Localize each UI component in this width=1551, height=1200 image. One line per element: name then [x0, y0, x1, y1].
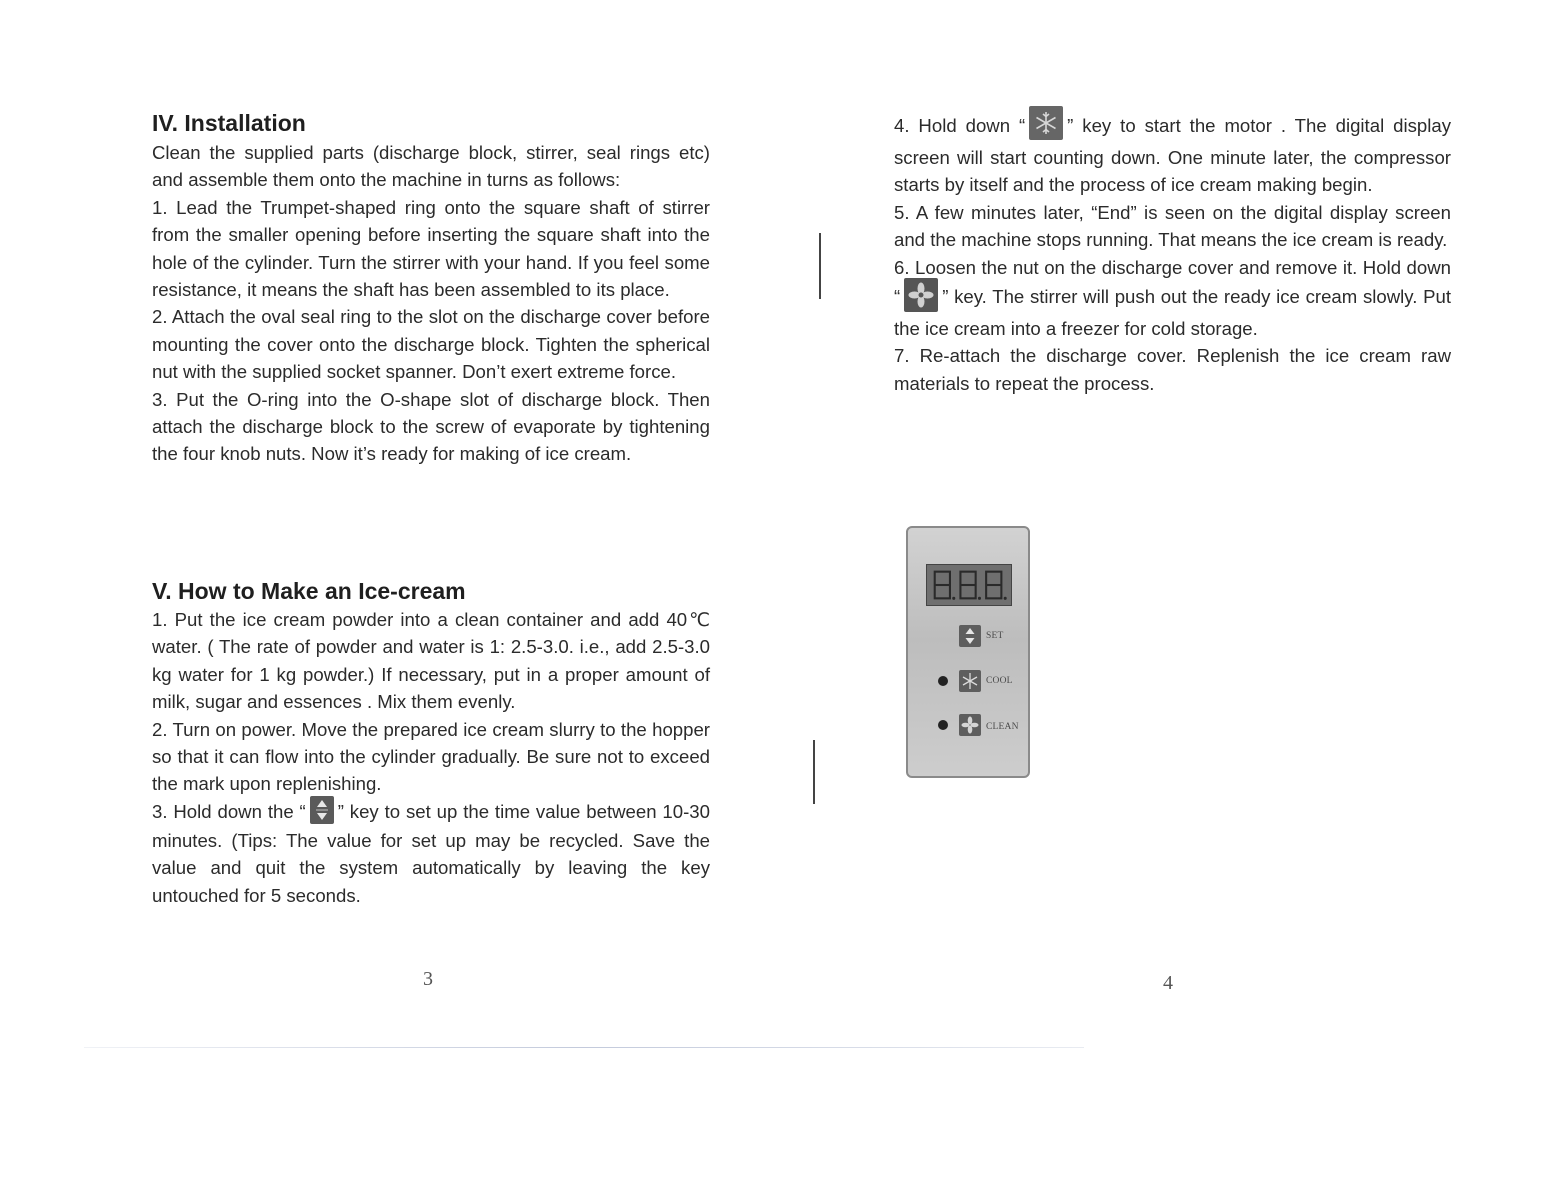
binding-mark — [819, 233, 821, 299]
section-title-how-to-make: V. How to Make an Ice-cream — [152, 578, 466, 604]
page-number-right: 4 — [1163, 972, 1173, 994]
make-step-6-after: ” key. The stirrer will push out the ready ice cream slowly. Put the ice cream into a freezer for cold storage. — [894, 285, 1451, 340]
make-step-4-after: ” key to start the motor . The digital display screen will start counting down. One minute later, the compressor starts by itself and the process of ice cream making begin. — [894, 114, 1451, 196]
up-down-arrow-icon — [310, 796, 334, 824]
installation-step-1: 1. Lead the Trumpet-shaped ring onto the square shaft of stirrer from the smaller opening before inserting the square shaft into the hole of the cylinder. Turn the stirrer with your hand. If you feel some resistance, it means the shaft has been assembled to its place. — [152, 196, 710, 301]
cool-key-label: COOL — [986, 676, 1013, 686]
make-step-4-before: 4. Hold down “ — [894, 114, 1026, 136]
cool-indicator-dot — [938, 676, 948, 686]
clean-key-icon — [959, 714, 981, 736]
clean-key-label: CLEAN — [986, 722, 1019, 732]
section-body-how-to-make — [152, 606, 710, 909]
installation-step-3: 3. Put the O-ring into the O-shape slot of discharge block. Then attach the discharge block to the screw of evaporate by tightening the four knob nuts. Now it’s ready for making of ice cream. — [152, 388, 710, 465]
make-step-3 — [152, 798, 710, 909]
make-step-6-before: 6. Loosen the nut on the discharge cover and remove it. Hold down “ — [894, 256, 1451, 307]
digital-display-screen — [926, 564, 1012, 606]
snowflake-icon — [1029, 106, 1063, 140]
fan-icon — [904, 278, 938, 312]
installation-step-2: 2. Attach the oval seal ring to the slot on the discharge cover before mounting the cover onto the discharge block. Tighten the spherical nut with the supplied socket spanner. Don’t exert extreme force. — [152, 306, 710, 383]
binding-mark — [813, 740, 815, 804]
make-step-6 — [894, 254, 1451, 343]
page-number-left: 3 — [423, 968, 433, 990]
section-title-installation: IV. Installation — [152, 110, 306, 136]
make-step-1: 1. Put the ice cream powder into a clean container and add 40℃ water. ( The rate of powder and water is 1: 2.5-3.0. i.e., add 2.5-3.0 kg water for 1 kg powder.) If necessary, put in a proper amount of milk, sugar and essences . Mix them evenly. — [152, 609, 710, 713]
set-key-label: SET — [986, 631, 1004, 641]
make-step-7: 7. Re-attach the discharge cover. Replenish the ice cream raw materials to repeat the process. — [894, 345, 1451, 394]
make-step-2: 2. Turn on power. Move the prepared ice cream slurry to the hopper so that it can flow into the cylinder gradually. Be sure not to exceed the mark upon replenishing. — [152, 718, 710, 795]
make-step-5: 5. A few minutes later, “End” is seen on the digital display screen and the machine stops running. That means the ice cream is ready. — [894, 201, 1451, 251]
control-panel-illustration — [906, 526, 1030, 778]
seven-segment-display — [927, 565, 1011, 605]
set-key-icon — [959, 625, 981, 647]
installation-intro: Clean the supplied parts (discharge block, stirrer, seal rings etc) and assemble them onto the machine in turns as follows: — [152, 142, 710, 191]
make-step-3-after: ” key to set up the time value between 10-30 minutes. (Tips: The value for set up may be recycled. Save the value and quit the system automatically by leaving the key untouched for 5 seconds. — [152, 800, 710, 906]
section-body-continued — [894, 110, 1451, 397]
clean-indicator-dot — [938, 720, 948, 730]
make-step-4 — [894, 110, 1451, 199]
make-step-3-before: 3. Hold down the “ — [152, 800, 306, 822]
bottom-scan-line — [84, 1047, 1084, 1048]
section-body-installation — [152, 139, 710, 468]
cool-key-icon — [959, 670, 981, 692]
